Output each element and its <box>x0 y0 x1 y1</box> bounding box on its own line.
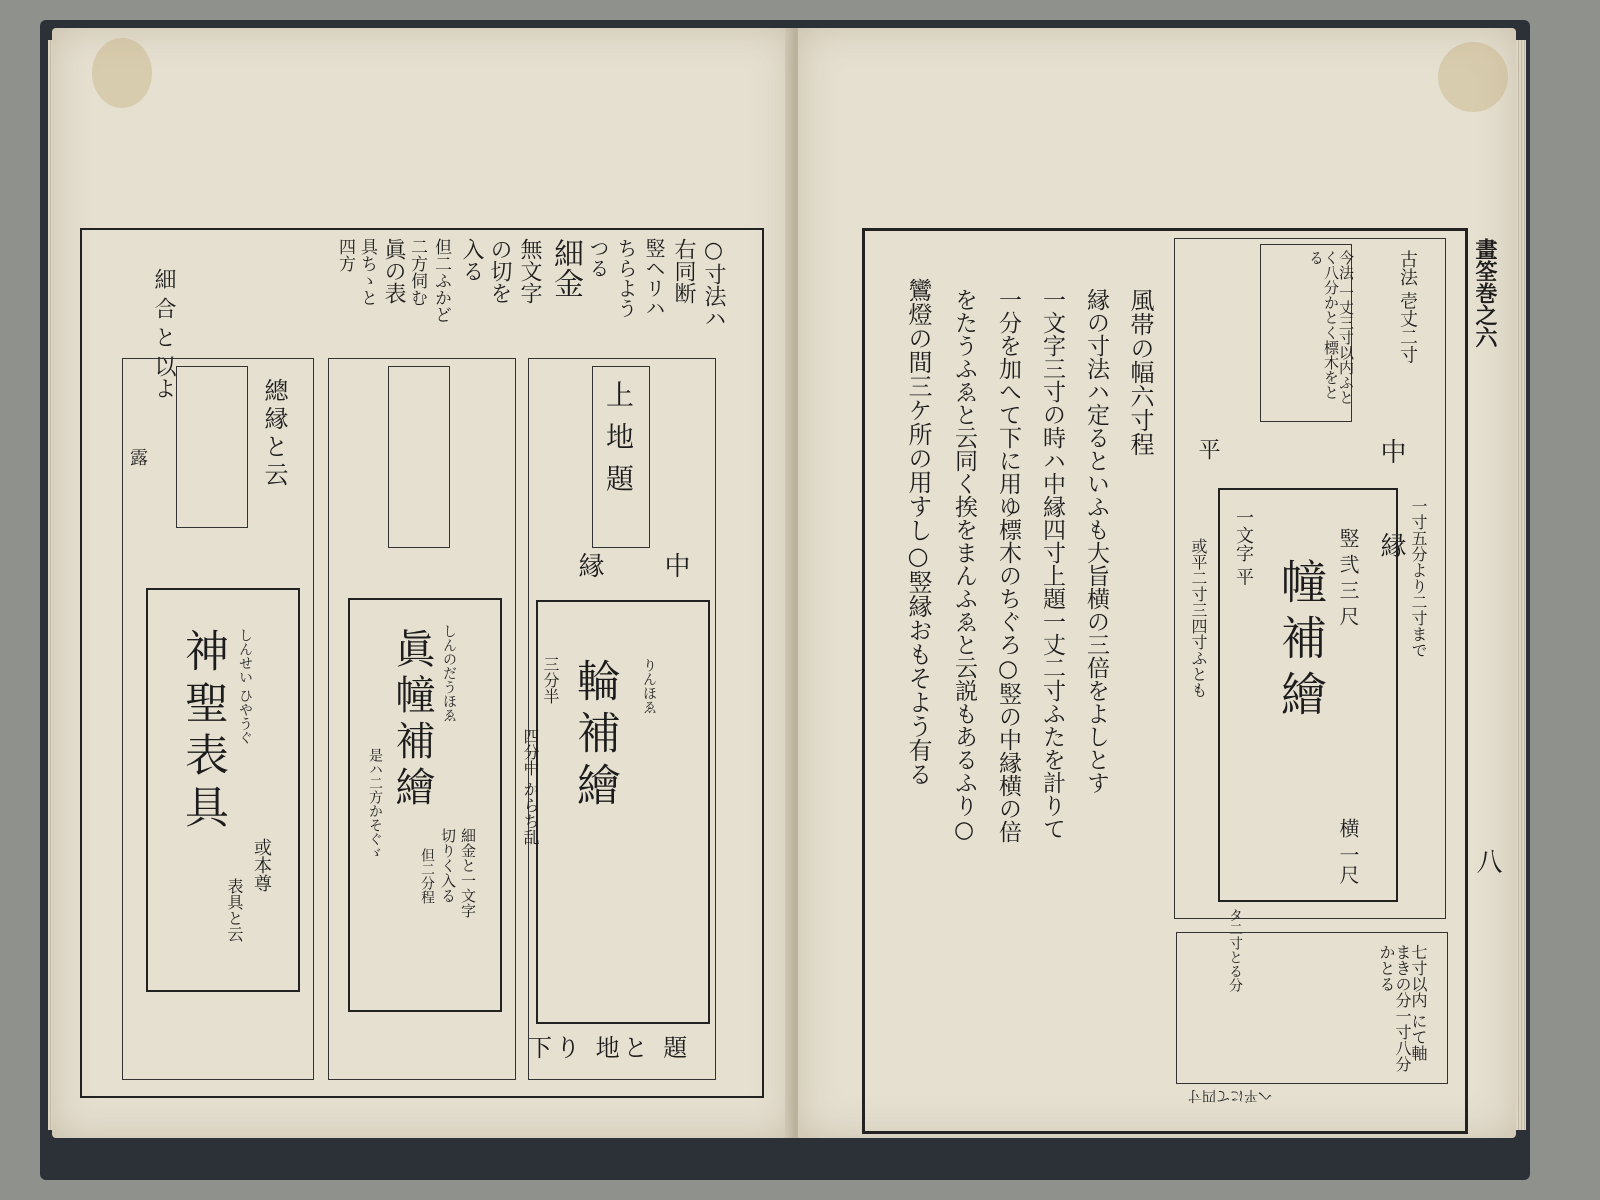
misc-small-text: 細 合 と 以よ <box>151 268 176 399</box>
scroll-2-title: 眞幢補繪 <box>389 628 435 812</box>
text-line: をたうふゑと云同く挨をまんふゑと云説もあるふり○ <box>951 288 977 843</box>
intro-line: 二方伺む <box>407 238 427 306</box>
middle-border-label: 中 縁 <box>1376 438 1406 589</box>
intro-line: 但二ふかど <box>431 238 451 323</box>
intro-line: ちらよう <box>614 238 638 318</box>
diagram-lower <box>1174 618 1446 919</box>
intro-line: 竪ヘリハ <box>642 238 666 318</box>
bottom-label: 下り 地と 題 <box>528 1034 692 1062</box>
scroll-1-side: 總縁と云 <box>260 378 288 490</box>
intro-line: 具ちゝと <box>357 238 377 306</box>
bottom-rot-note: へ平にて四寸 <box>1188 1087 1272 1103</box>
ichimonji-note: 或平二寸三四寸ふとも <box>1189 538 1208 698</box>
scroll-1-note: 表具と云 <box>225 878 244 942</box>
top-dims-note: 一寸五分より二寸まで <box>1409 498 1428 658</box>
right-page <box>798 28 1516 1138</box>
fu-label: 平 <box>1195 438 1220 460</box>
intro-line: 入る <box>459 238 484 282</box>
modern-note: 今法 一丈三寸以内ふとく八分かとく標木をとる <box>1307 250 1355 405</box>
header-jodai: 上地題 <box>602 380 635 506</box>
scroll-3-inner <box>536 600 710 1024</box>
header-en: 縁 <box>574 552 604 578</box>
ancient-note: 古法 壱丈二寸 <box>1397 250 1418 364</box>
stain <box>92 38 152 108</box>
width-label: 横 一尺 <box>1336 818 1360 885</box>
intro-line: ○寸法ハ <box>701 238 726 329</box>
bottom-left-note: タ二寸とる分 <box>1227 908 1243 992</box>
ichimonji-label: 一文字 平 <box>1233 508 1254 586</box>
scroll-3-note: 四分中 からち乱 <box>521 728 540 846</box>
intro-line: 右同断 <box>671 238 696 304</box>
text-line: 一分を加へて下に用ゆ標木のちぐろ○竪の中縁横の倍 <box>995 288 1021 843</box>
intro-line: 無文字 <box>517 238 542 304</box>
scroll-3-furigana: りんほゑ <box>641 658 657 714</box>
scroll-1-title: 神聖表具 <box>177 628 228 836</box>
scroll-1-note: 或本尊 <box>251 838 272 892</box>
scroll-1-fuutai <box>176 366 248 528</box>
header-tab: 畫筌巻之六 <box>1472 238 1498 348</box>
scroll-3-note: 三分半 <box>541 656 560 704</box>
intro-line: 細金 <box>548 238 583 298</box>
scroll-2-note: 切りく入る <box>439 828 457 903</box>
page-number: 八 <box>1472 848 1502 874</box>
dims-label: 竪弐三尺 <box>1336 528 1360 632</box>
bottom-right-note: 七寸以内 にて軸まきの分一寸八分かとる <box>1377 944 1428 1072</box>
scroll-2-furigana: しんのだうほゑ <box>441 624 457 722</box>
intro-line: 四方 <box>335 238 355 272</box>
scroll-1-small: 露 <box>127 448 148 466</box>
scroll-1-furigana: しんせい ひやうぐ <box>237 628 253 745</box>
scroll-2-fuutai <box>388 366 450 548</box>
scroll-2-note: 但二分程 <box>419 848 435 904</box>
diagram-title: 幢補繪 <box>1274 558 1328 726</box>
scroll-3-title: 輪補繪 <box>569 658 620 814</box>
intro-line: 眞の表 <box>381 238 406 304</box>
scroll-2-note: 細金と一文字 <box>459 828 477 918</box>
stain <box>1438 42 1508 112</box>
text-line: 鸞燈の間三ケ所の用すし○竪縁おもそよう有る <box>904 278 932 786</box>
text-line: 縁の寸法ハ定るといふも大旨横の三倍をよしとす <box>1083 288 1109 794</box>
text-line: 一文字三寸の時ハ中縁四寸上題一丈二寸ふたを計りて <box>1039 288 1065 840</box>
intro-line: つる <box>586 238 610 278</box>
scroll-2-note: 是ハ二方かそぐゞ <box>367 748 383 860</box>
header-chu: 中 <box>660 552 690 578</box>
text-line: 風帯の幅六寸程 <box>1126 288 1154 456</box>
left-page <box>52 28 792 1138</box>
intro-line: の切を <box>487 238 512 304</box>
